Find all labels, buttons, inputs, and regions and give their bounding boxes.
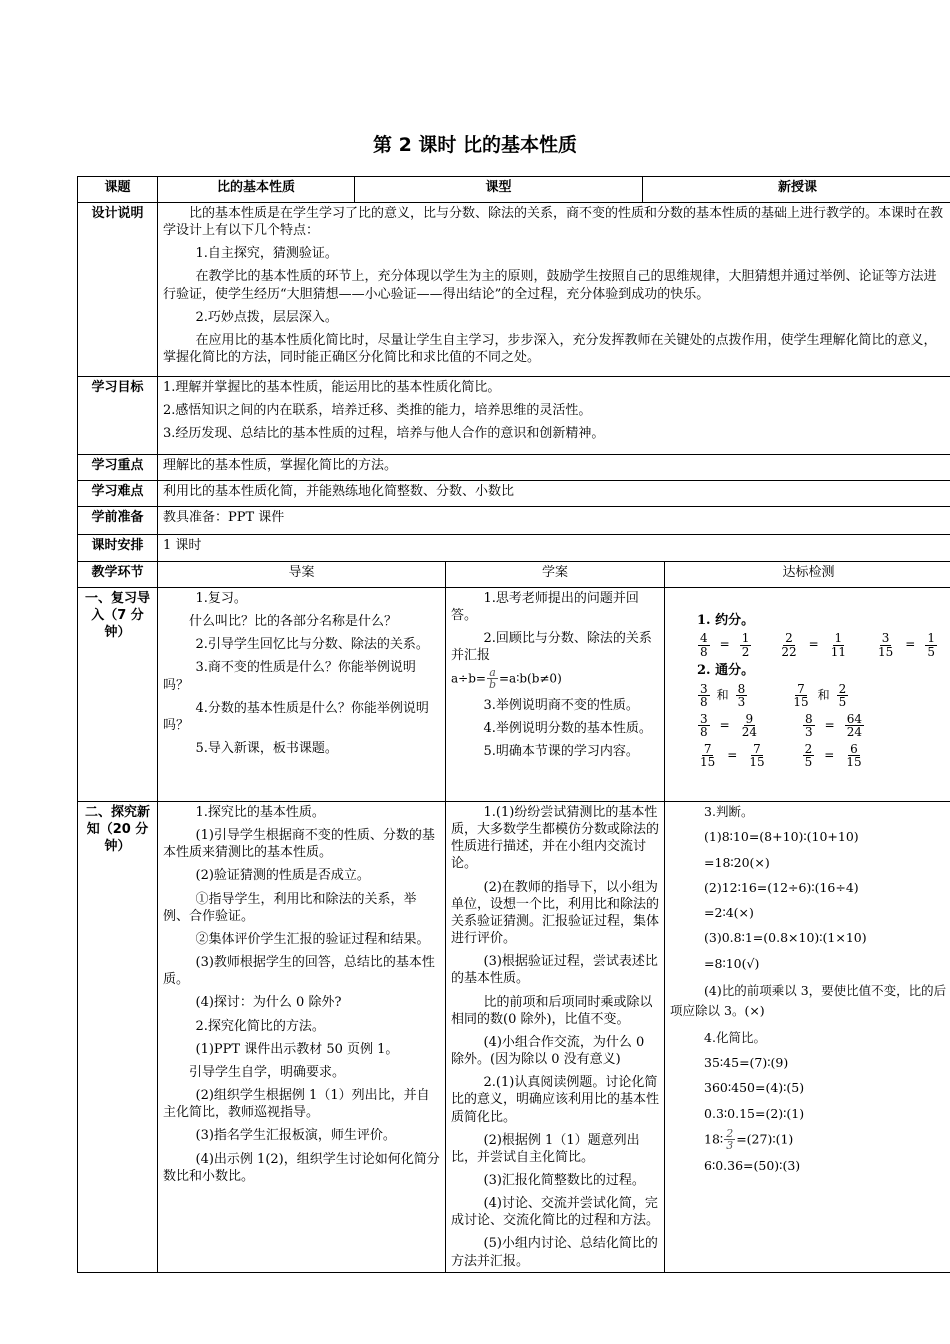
judge-item: (1)8∶10=(8+10)∶(10+10)	[704, 829, 859, 845]
design-paragraph: 比的基本性质是在学生学习了比的意义，比与分数、除法的关系，商不变的性质和分数的基本性质的基础上进行教学的。本课时在教学设计上有以下几个特点：	[163, 206, 944, 239]
simplify-title: 4.化简比。	[704, 1029, 766, 1045]
fraction: $\frac{9}{24}$	[741, 711, 757, 740]
preparation-value: 教具准备：PPT 课件	[158, 507, 950, 535]
reduce-title: 1. 约分。	[697, 613, 755, 628]
common-denominator-results: $\frac{7}{15}$ = $\frac{7}{15}$ $\frac{2}{5}$ = $\frac{6}{15}$	[700, 741, 862, 770]
study-step: (2)在教师的指导下，以小组为单位，设想一个比，利用比和除法的关系验证猜测。汇报验证过程，集体进行评价。	[451, 879, 660, 947]
stage1-label: 一、复习导入（7 分钟）	[78, 588, 158, 802]
difficulties-value: 利用比的基本性质化简，并能熟练地化简整数、分数、小数比	[158, 481, 950, 507]
key-points-value: 理解比的基本性质，掌握化简比的方法。	[158, 455, 950, 481]
guide-step: (4)探讨：为什么 0 除外?	[195, 995, 342, 1011]
columns-header-row	[78, 562, 950, 588]
goals-content	[158, 377, 950, 455]
fraction: $\frac{8}{3}$	[805, 711, 813, 740]
study-step: 比的前项和后项同时乘或除以相同的数(0 除外)，比值不变。	[451, 994, 653, 1027]
common-denominator-title: 2. 通分。	[697, 663, 755, 679]
common-denominator-results: $\frac{3}{8}$ = $\frac{9}{24}$ $\frac{8}{3}$ = $\frac{64}{24}$	[700, 711, 862, 740]
fraction: $\frac{3}{8}$	[700, 711, 708, 740]
judge-item: (2)12∶16=(12÷6)∶(16÷4)	[704, 879, 859, 895]
simplify-item: 0.3∶0.15=(2)∶(1)	[704, 1105, 805, 1121]
judge-item: =2∶4(×)	[704, 905, 754, 920]
fraction: 2 5	[838, 681, 847, 710]
preparation-label: 学前准备	[78, 507, 158, 535]
study-step: 2.(1)认真阅读例题。讨论化简比的意义，明确应该利用比的基本性质简化比。	[451, 1075, 660, 1125]
design-paragraph: 1.自主探究，猜测验证。	[195, 246, 338, 262]
key-points-label: 学习重点	[78, 455, 158, 481]
design-paragraph: 在应用比的基本性质化简比时，尽量让学生自主学习，步步深入，充分发挥教师在关键处的点拨作用，使学生理解化简比的意义，掌握化简比的方法，同时能正确区分化简比和求比值的不同之处。	[163, 332, 937, 366]
study-step: 1.思考老师提出的问题并回答。	[451, 591, 639, 624]
guide-column-header: 导案	[158, 562, 446, 588]
fraction: $\frac{6}{15}$	[846, 741, 862, 770]
formula-right: =a∶b(b≠0)	[499, 671, 562, 686]
design-paragraph: 2.巧妙点拨，层层深入。	[195, 309, 338, 325]
guide-step: 2.引导学生回忆比与分数、除法的关系。	[195, 637, 429, 653]
goals-label: 学习目标	[78, 377, 158, 455]
type-value: 新授课	[643, 177, 950, 203]
key-points-row	[78, 455, 950, 481]
judge-title: 3.判断。	[704, 804, 754, 819]
guide-step: 1.探究比的基本性质。	[195, 805, 325, 820]
fraction: $\frac{1}{5}$	[927, 631, 935, 659]
study-step: (2)根据例 1（1）题意列出比，并尝试自主化简比。	[451, 1132, 640, 1165]
study-step: (4)小组合作交流，为什么 0 除外。(因为除以 0 没有意义)	[451, 1034, 645, 1068]
study-step: 4.举例说明分数的基本性质。	[483, 720, 652, 736]
design-content	[158, 203, 950, 377]
fraction: 8 3	[737, 681, 746, 710]
guide-step: 4.分数的基本性质是什么？你能举例说明吗？	[163, 700, 429, 733]
fraction: $\frac{2}{22}$	[781, 631, 797, 659]
schedule-value: 1 课时	[158, 535, 950, 562]
fraction: $\frac{1}{11}$	[830, 631, 846, 659]
difficulties-row	[78, 481, 950, 507]
simplify-item: 18∶ $\frac{2}{3}$ =(27)∶(1)	[704, 1126, 794, 1153]
fraction: $\frac{64}{24}$	[846, 711, 862, 740]
common-denominator-pairs: 3 8 和 8 3 7 15 和 2 5	[700, 681, 847, 710]
guide-step: 引导学生自学，明确要求。	[189, 1064, 346, 1080]
schedule-label: 课时安排	[78, 535, 158, 562]
stage2-check	[665, 802, 950, 1273]
fraction: $\frac{4}{8}$	[700, 631, 708, 659]
page-title: 第 2 课时 比的基本性质	[372, 134, 578, 156]
judge-item: (3)0.8∶1=(0.8×10)∶(1×10)	[704, 930, 867, 946]
study-step: (3)汇报化简整数比的过程。	[483, 1172, 645, 1188]
guide-step: (3)指名学生汇报板演，师生评价。	[195, 1128, 396, 1144]
guide-step: ①指导学生，利用比和除法的关系，举例、合作验证。	[163, 891, 417, 924]
check-column-header: 达标检测	[665, 562, 950, 588]
simplify-item: 360∶450=(4)∶(5)	[704, 1080, 805, 1096]
simplify-item: 35∶45=(7)∶(9)	[704, 1055, 789, 1070]
fraction-numerator: a	[489, 665, 496, 679]
guide-step: 5.导入新课，板书课题。	[195, 741, 338, 757]
relation-formula	[451, 667, 659, 691]
fraction: 7 15	[793, 681, 809, 710]
study-step: 1.(1)纷纷尝试猜测比的基本性质，大多数学生都模仿分数或除法的性质进行描述，并在小组内交流讨论。	[451, 805, 660, 872]
goals-row	[78, 377, 950, 455]
fraction: $\frac{3}{15}$	[877, 631, 894, 659]
formula-fraction	[487, 667, 498, 691]
judge-item: (4)比的前项乘以 3，要使比值不变，比的后项应除以 3。(×)	[670, 982, 947, 1018]
stage-column-label: 教学环节	[78, 562, 158, 588]
judge-item: =18∶20(×)	[704, 854, 770, 870]
study-step: 5.明确本节课的学习内容。	[483, 744, 639, 760]
guide-step: ②集体评价学生汇报的验证过程和结果。	[195, 931, 430, 947]
stage2-row	[78, 802, 950, 1273]
study-step: (3)根据验证过程，尝试表述比的基本性质。	[451, 954, 658, 987]
header-row	[78, 177, 950, 203]
fraction: $\frac{7}{15}$	[749, 741, 765, 770]
stage2-study	[446, 802, 665, 1273]
type-label: 课型	[355, 177, 643, 203]
fraction: $\frac{1}{2}$	[741, 631, 750, 659]
formula-left: a÷b=	[451, 671, 486, 686]
study-step: (5)小组内讨论、总结化简比的方法并汇报。	[451, 1236, 658, 1269]
goal-item: 1.理解并掌握比的基本性质，能运用比的基本性质化简比。	[163, 380, 501, 395]
design-row	[78, 203, 950, 377]
study-step: (4)讨论、交流并尝试化简，完成讨论、交流化简比的过程和方法。	[451, 1196, 660, 1229]
guide-step: (3)教师根据学生的回答，总结比的基本性质。	[163, 955, 435, 988]
study-step: 3.举例说明商不变的性质。	[483, 697, 639, 713]
stage2-label: 二、探究新知（20 分钟）	[78, 802, 158, 1273]
guide-step: (1)引导学生根据商不变的性质、分数的基本性质来猜测比的基本性质。	[163, 828, 435, 861]
guide-step: 什么叫比？比的各部分名称是什么？	[189, 614, 398, 630]
study-step: 2.回顾比与分数、除法的关系并汇报	[451, 631, 652, 664]
preparation-row	[78, 507, 950, 535]
schedule-row	[78, 535, 950, 562]
guide-step: (2)组织学生根据例 1（1）列出比，并自主化简比，教师巡视指导。	[163, 1088, 430, 1121]
fraction: $\frac{7}{15}$	[700, 741, 716, 770]
design-label: 设计说明	[78, 203, 158, 377]
guide-step: (4)出示例 1(2)，组织学生讨论如何化简分数比和小数比。	[163, 1151, 440, 1184]
difficulties-label: 学习难点	[78, 481, 158, 507]
stage2-guide	[158, 802, 446, 1273]
topic-value: 比的基本性质	[158, 177, 355, 203]
stage1-guide	[158, 588, 446, 802]
stage1-study	[446, 588, 665, 802]
fraction: $\frac{2}{5}$	[804, 741, 813, 770]
judge-item: =8∶10(√)	[704, 955, 760, 971]
design-paragraph: 在教学比的基本性质的环节上，充分体现以学生为主的原则，鼓励学生按照自己的思维规律，大胆猜想并通过举例、论证等方法进行验证，使学生经历“大胆猜想——小心验证——得出结论”的全过程，充分体验到成功的快乐。	[163, 269, 937, 302]
fraction-denominator: b	[488, 678, 496, 692]
stage1-check	[665, 588, 950, 802]
simplify-item: 6∶0.36=(50)∶(3)	[704, 1157, 801, 1173]
topic-label: 课题	[78, 177, 158, 203]
fraction: 3 8	[700, 681, 708, 710]
fraction: $\frac{2}{3}$	[726, 1126, 734, 1153]
guide-step: 1.复习。	[195, 591, 247, 606]
reduce-exercises: $\frac{4}{8}$ = $\frac{1}{2}$ $\frac{2}{22}$ = $\frac{1}{11}$ $\frac{3}{15}$ = $\frac{1}{5}$	[700, 631, 935, 659]
guide-step: 2.探究化简比的方法。	[195, 1018, 325, 1034]
stage1-row	[78, 588, 950, 802]
guide-step: 3.商不变的性质是什么？你能举例说明吗？	[163, 660, 416, 693]
guide-step: (2)验证猜测的性质是否成立。	[195, 868, 370, 884]
study-column-header: 学案	[446, 562, 665, 588]
lesson-plan-table	[77, 176, 950, 1273]
goal-item: 3.经历发现、总结比的基本性质的过程，培养与他人合作的意识和创新精神。	[163, 426, 605, 442]
guide-step: (1)PPT 课件出示教材 50 页例 1。	[195, 1041, 399, 1057]
goal-item: 2.感悟知识之间的内在联系，培养迁移、类推的能力，培养思维的灵活性。	[163, 403, 592, 419]
